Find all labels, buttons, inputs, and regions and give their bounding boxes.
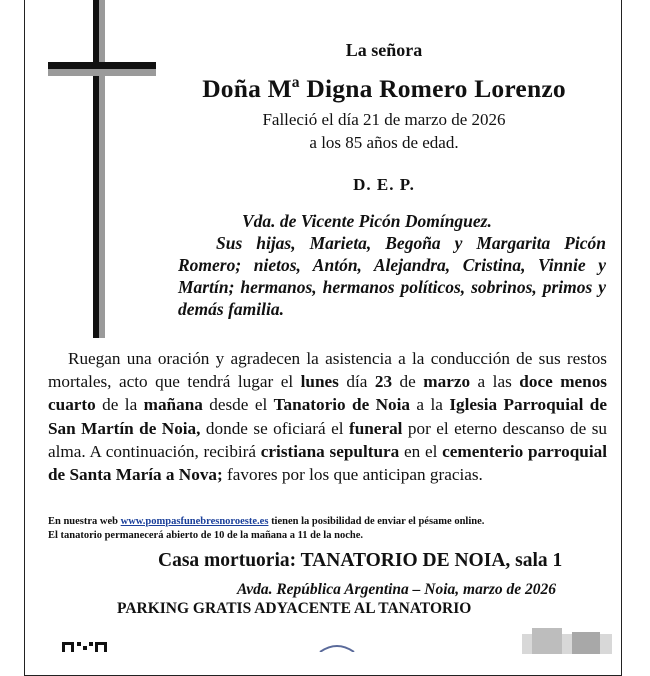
parking-note: PARKING GRATIS ADYACENTE AL TANATORIO — [117, 600, 472, 617]
web-link[interactable]: www.pompasfunebresnoroeste.es — [120, 516, 269, 527]
honorific: La señora — [345, 40, 423, 60]
relatives-text: Sus hijas, Marieta, Begoña y Margarita Picón Romero; nietos, Antón, Alejandra, Cristina, Vinnie y Martín; hermanos, hermanos políticos, sobrinos, primos y demás familia. — [178, 233, 606, 319]
death-date: Falleció el día 21 de marzo de 2026 — [262, 110, 506, 129]
web-note: En nuestra web www.pompasfunebresnoroeste.es tienen la posibilidad de enviar el pésame online. — [48, 516, 485, 527]
funeral-home: Casa mortuoria: TANATORIO DE NOIA, sala 1 — [158, 550, 563, 571]
age: a los 85 años de edad. — [309, 133, 459, 152]
hours-note: El tanatorio permanecerá abierto de 10 de la mañana a 11 de la noche. — [48, 530, 363, 541]
rip-text: D. E. P. — [353, 175, 415, 194]
company-logo-icon — [312, 640, 362, 652]
address-date: Avda. República Argentina – Noia, marzo de 2026 — [237, 581, 557, 598]
deceased-name: Doña Mª Digna Romero Lorenzo — [202, 74, 566, 103]
widow-line: Vda. de Vicente Picón Domínguez. — [242, 211, 492, 231]
ceremony-paragraph: Ruegan una oración y agradecen la asistencia a la conducción de sus restos mortales, acto que tendrá lugar el lunes día 23 de marzo a las doce menos cuarto de la mañana desde el Tanatorio de Noia a la Iglesia Parroquial de San Martín de Noia, donde se oficiará el funeral por el eterno descanso de su alma. A continuación, recibirá cristiana sepultura en el cementerio parroquial de Santa María a Nova; favores por los que anticipan gracias. — [48, 349, 608, 485]
family-section — [178, 210, 606, 320]
qr-code-icon — [62, 640, 112, 652]
